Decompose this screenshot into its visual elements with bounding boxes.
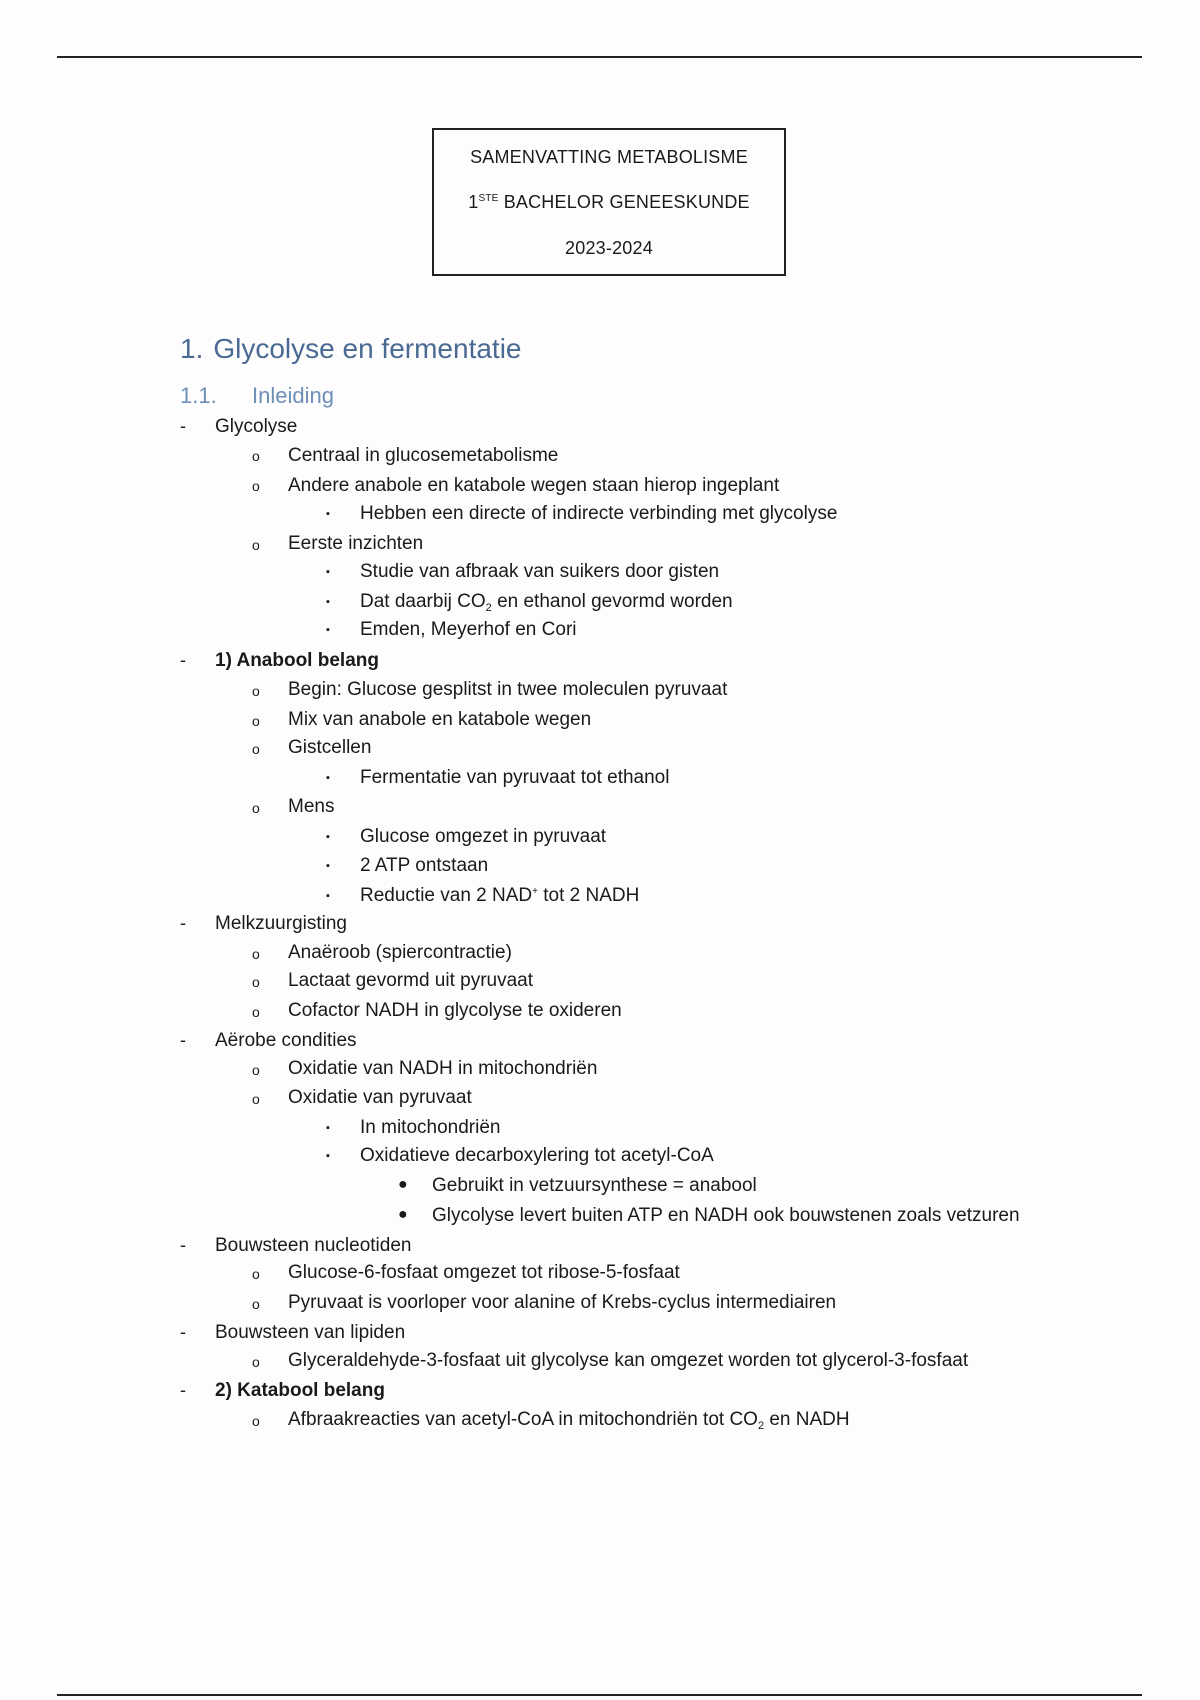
dash-bullet: - xyxy=(180,1030,186,1050)
list-item: Oxidatie van pyruvaat xyxy=(288,1087,472,1108)
list-item: Fermentatie van pyruvaat tot ethanol xyxy=(360,767,670,788)
title-line-2-num: 1 xyxy=(468,192,479,212)
title-line-3: 2023-2024 xyxy=(565,238,653,258)
top-rule xyxy=(57,56,1142,58)
subsection-heading xyxy=(180,383,334,409)
dash-bullet: - xyxy=(180,650,186,670)
list-item xyxy=(288,1409,850,1432)
square-bullet: ▪ xyxy=(326,772,330,784)
list-item: Studie van afbraak van suikers door gisten xyxy=(360,561,720,582)
list-item-text: en NADH xyxy=(764,1409,850,1430)
list-item: Mens xyxy=(288,796,335,817)
circle-bullet: o xyxy=(252,1413,260,1429)
list-item: Anaëroob (spiercontractie) xyxy=(288,942,512,963)
circle-bullet: o xyxy=(252,1354,260,1370)
circle-bullet: o xyxy=(252,1296,260,1312)
circle-bullet: o xyxy=(252,1062,260,1078)
subscript: 2 xyxy=(757,1420,765,1432)
title-line-2-sup: STE xyxy=(478,193,499,204)
list-item: Lactaat gevormd uit pyruvaat xyxy=(288,970,534,991)
superscript: + xyxy=(532,886,538,897)
list-item: 2 ATP ontstaan xyxy=(360,855,489,876)
list-item: Andere anabole en katabole wegen staan hierop ingeplant xyxy=(288,475,780,496)
circle-bullet: o xyxy=(252,1004,260,1020)
list-item: Bouwsteen nucleotiden xyxy=(215,1235,412,1256)
square-bullet: ▪ xyxy=(326,1150,330,1162)
dot-bullet: ● xyxy=(398,1176,408,1193)
subsection-title: Inleiding xyxy=(252,383,334,408)
bottom-rule xyxy=(57,1694,1142,1696)
list-item: Glyceraldehyde-3-fosfaat uit glycolyse kan omgezet worden tot glycerol-3-fosfaat xyxy=(288,1350,969,1371)
square-bullet: ▪ xyxy=(326,624,330,636)
list-item xyxy=(360,591,733,614)
list-item: Glycolyse xyxy=(215,416,298,437)
list-item: Centraal in glucosemetabolisme xyxy=(288,445,559,466)
list-item: Melkzuurgisting xyxy=(215,913,347,934)
square-bullet: ▪ xyxy=(326,596,330,608)
list-item: In mitochondriën xyxy=(360,1117,501,1138)
list-item: Hebben een directe of indirecte verbinding met glycolyse xyxy=(360,503,838,524)
dash-bullet: - xyxy=(180,1380,186,1400)
list-item: Glycolyse levert buiten ATP en NADH ook bouwstenen zoals vetzuren xyxy=(432,1205,1020,1226)
list-item-text: en ethanol gevormd worden xyxy=(491,591,733,612)
circle-bullet: o xyxy=(252,946,260,962)
list-item: Aërobe condities xyxy=(215,1030,357,1051)
circle-bullet: o xyxy=(252,1266,260,1282)
dash-bullet: - xyxy=(180,1235,186,1255)
list-item: Cofactor NADH in glycolyse te oxideren xyxy=(288,1000,622,1021)
subscript: 2 xyxy=(485,602,492,614)
list-item: Bouwsteen van lipiden xyxy=(215,1322,406,1343)
circle-bullet: o xyxy=(252,741,260,757)
circle-bullet: o xyxy=(252,713,260,729)
circle-bullet: o xyxy=(252,1091,260,1107)
title-line-1: SAMENVATTING METABOLISME xyxy=(470,147,748,167)
list-item: Mix van anabole en katabole wegen xyxy=(288,709,592,730)
dot-bullet: ● xyxy=(398,1206,408,1223)
list-item: Glucose omgezet in pyruvaat xyxy=(360,826,607,847)
circle-bullet: o xyxy=(252,683,260,699)
circle-bullet: o xyxy=(252,478,260,494)
list-item: Glucose-6-fosfaat omgezet tot ribose-5-fosfaat xyxy=(288,1262,680,1283)
list-item-bold: 1) Anabool belang xyxy=(215,650,379,671)
list-item: Oxidatieve decarboxylering tot acetyl-CoA xyxy=(360,1145,714,1166)
list-item: Begin: Glucose gesplitst in twee moleculen pyruvaat xyxy=(288,679,728,700)
title-line-2-rest: BACHELOR GENEESKUNDE xyxy=(498,192,750,212)
subsection-number: 1.1. xyxy=(180,383,217,408)
list-item-text: Reductie van 2 NAD xyxy=(360,885,533,906)
list-item-text: tot 2 NADH xyxy=(538,885,640,906)
circle-bullet: o xyxy=(252,974,260,990)
square-bullet: ▪ xyxy=(326,1122,330,1134)
section-heading xyxy=(180,333,522,365)
list-item: Pyruvaat is voorloper voor alanine of Krebs-cyclus intermediairen xyxy=(288,1292,837,1313)
title-line-2 xyxy=(434,192,784,213)
dash-bullet: - xyxy=(180,913,186,933)
circle-bullet: o xyxy=(252,537,260,553)
list-item: Oxidatie van NADH in mitochondriën xyxy=(288,1058,598,1079)
square-bullet: ▪ xyxy=(326,860,330,872)
list-item-text: Afbraakreacties van acetyl-CoA in mitochondriën tot CO xyxy=(288,1409,758,1430)
square-bullet: ▪ xyxy=(326,508,330,520)
list-item: Gistcellen xyxy=(288,737,372,758)
dash-bullet: - xyxy=(180,1322,186,1342)
list-item xyxy=(360,885,639,907)
list-item-text: Dat daarbij CO xyxy=(360,591,486,612)
circle-bullet: o xyxy=(252,800,260,816)
list-item: Emden, Meyerhof en Cori xyxy=(360,619,577,640)
dash-bullet: - xyxy=(180,416,186,436)
square-bullet: ▪ xyxy=(326,566,330,578)
square-bullet: ▪ xyxy=(326,831,330,843)
list-item-bold: 2) Katabool belang xyxy=(215,1380,385,1401)
circle-bullet: o xyxy=(252,448,260,464)
list-item: Gebruikt in vetzuursynthese = anabool xyxy=(432,1175,757,1196)
list-item: Eerste inzichten xyxy=(288,533,424,554)
section-number: 1. xyxy=(180,333,204,364)
section-title: Glycolyse en fermentatie xyxy=(213,333,522,364)
square-bullet: ▪ xyxy=(326,890,330,902)
title-box xyxy=(432,128,786,276)
